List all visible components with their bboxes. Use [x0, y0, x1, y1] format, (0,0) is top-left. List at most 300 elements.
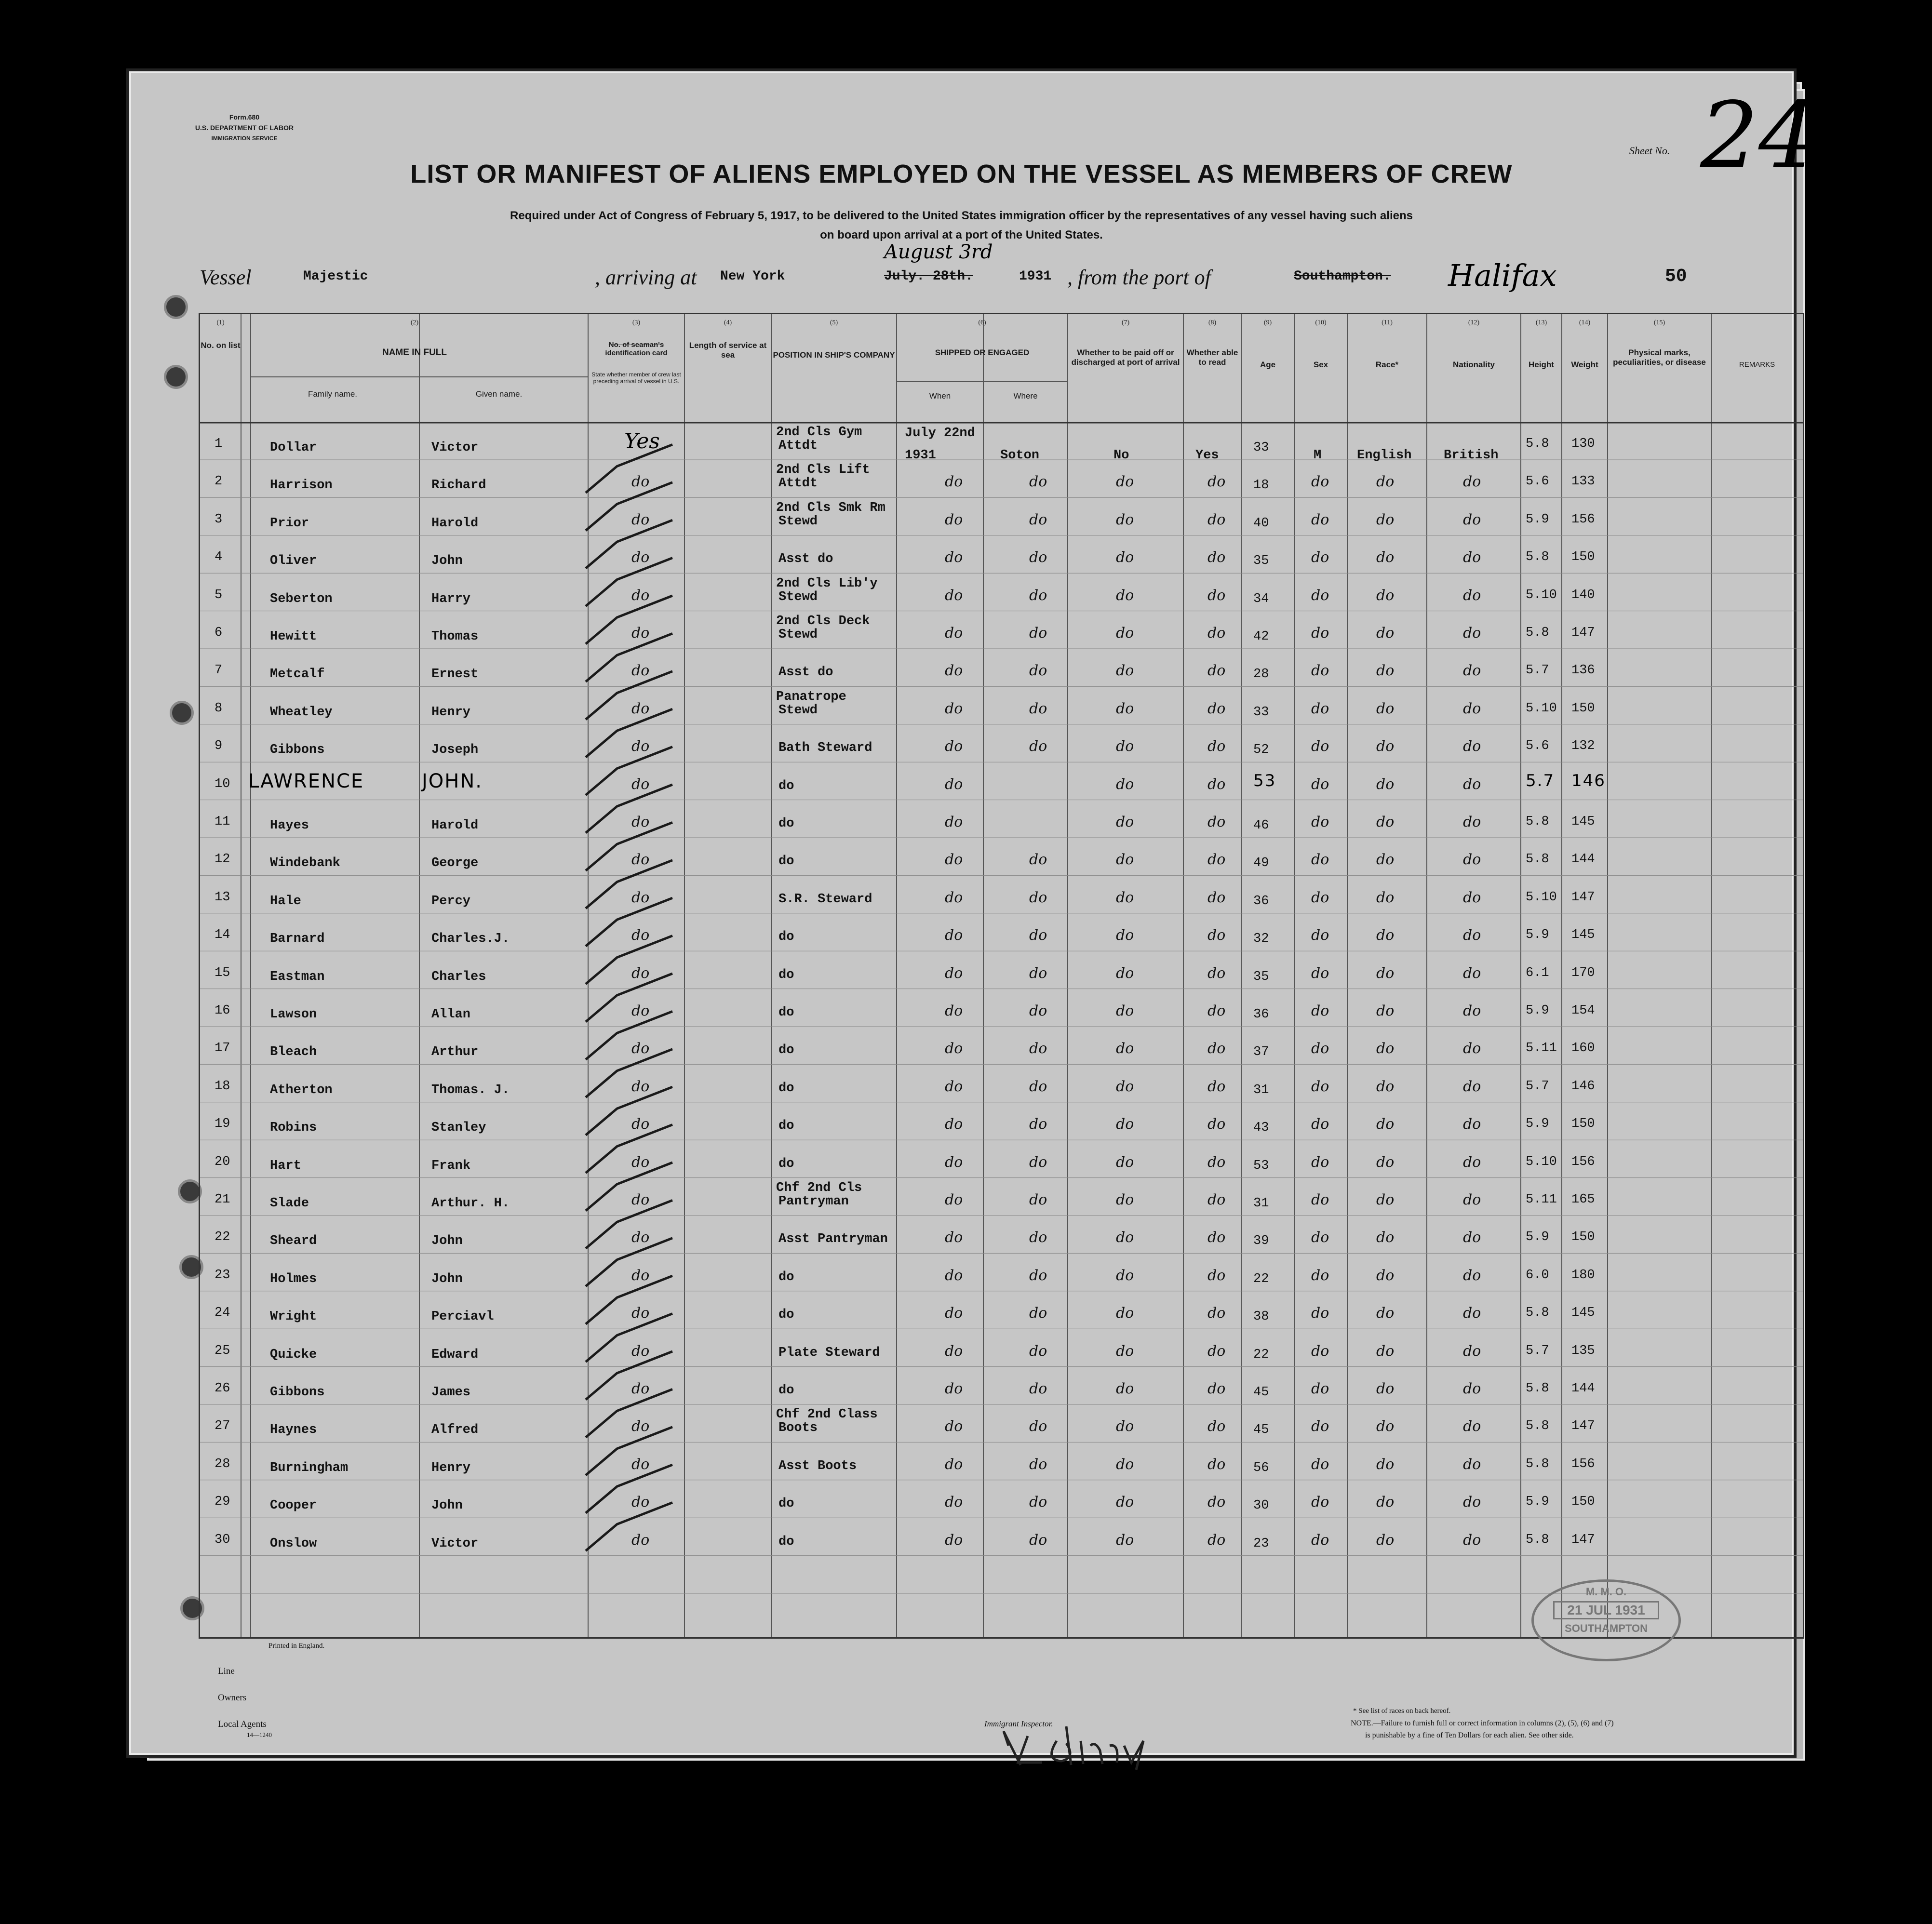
weight: 150 — [1571, 1117, 1595, 1132]
ditto-mark: do — [1376, 1191, 1395, 1208]
col-header-service: Length of service at sea — [689, 341, 767, 360]
ditto-mark: do — [1376, 1002, 1395, 1019]
given-name: Thomas — [431, 629, 479, 644]
height: 5.8 — [1526, 1532, 1549, 1547]
ditto-mark: do — [945, 473, 963, 491]
ditto-mark: do — [1208, 1002, 1226, 1019]
ditto-mark: do — [1311, 775, 1329, 793]
ditto-mark: do — [945, 1002, 963, 1019]
ditto-mark: do — [1116, 1191, 1134, 1208]
position-line-2: Asst Boots — [778, 1458, 857, 1473]
height: 5.9 — [1526, 1003, 1549, 1018]
ditto-mark: do — [1208, 927, 1226, 944]
weight: 150 — [1571, 550, 1595, 565]
row1-shipped-where: Soton — [1000, 448, 1040, 463]
arrival-port: New York — [720, 269, 785, 284]
ditto-mark: do — [1208, 1494, 1226, 1511]
col-5-number: (5) — [830, 319, 838, 326]
age: 36 — [1253, 1007, 1269, 1022]
given-name: Arthur. H. — [431, 1196, 510, 1211]
fine-note-1: NOTE.—Failure to furnish full or correct information in columns (2), (5), (6) and (7) — [1351, 1719, 1614, 1727]
ditto-mark: do — [945, 1380, 963, 1397]
age: 18 — [1253, 478, 1269, 493]
stamp-date: 21 JUL 1931 — [1553, 1601, 1659, 1619]
from-port-handwritten: Halifax — [1448, 258, 1557, 293]
ditto-mark: do — [1376, 964, 1395, 982]
ditto-mark: do — [945, 814, 963, 830]
ditto-mark: do — [1376, 1305, 1395, 1322]
ditto-mark: do — [1116, 1418, 1134, 1435]
col-13-number: (13) — [1535, 319, 1547, 326]
ditto-mark: do — [1208, 851, 1226, 868]
ditto-mark: do — [1029, 1153, 1047, 1171]
stamp-top: M. M. O. — [1585, 1586, 1627, 1598]
service: IMMIGRATION SERVICE — [211, 135, 278, 142]
position-line-2: Asst do — [778, 665, 833, 680]
ditto-mark: do — [1311, 1456, 1329, 1473]
ditto-mark: do — [945, 1342, 963, 1360]
ditto-mark: do — [1463, 511, 1481, 528]
ditto-mark: do — [945, 1229, 963, 1246]
ditto-mark: do — [1116, 473, 1134, 491]
age: 52 — [1253, 743, 1269, 758]
given-name: James — [431, 1385, 471, 1400]
ditto-mark: do — [631, 1040, 650, 1057]
age: 53 — [1253, 771, 1276, 790]
row-number: 17 — [215, 1041, 230, 1056]
ditto-mark: do — [1376, 1153, 1395, 1171]
ditto-mark: do — [1029, 511, 1047, 528]
given-name: Harold — [431, 516, 479, 531]
given-name: Joseph — [431, 743, 479, 758]
ditto-mark: do — [945, 889, 963, 906]
position-line-1: 2nd Cls Gym — [776, 425, 862, 440]
ditto-mark: do — [1463, 587, 1481, 604]
position-line-2: Plate Steward — [778, 1345, 880, 1360]
row-number: 23 — [215, 1268, 230, 1283]
ditto-mark: do — [1208, 814, 1226, 830]
family-name: Hewitt — [270, 629, 317, 644]
ditto-mark: do — [631, 1456, 650, 1473]
weight: 145 — [1571, 928, 1595, 943]
family-name: Hale — [270, 894, 301, 909]
row1-shipped-when-2: 1931 — [905, 448, 936, 463]
row-number: 12 — [215, 852, 230, 867]
family-name: Cooper — [270, 1498, 317, 1513]
weight: 140 — [1571, 588, 1595, 602]
row-number: 6 — [215, 626, 223, 640]
age: 35 — [1253, 554, 1269, 569]
row-number: 2 — [215, 474, 223, 489]
given-name: Thomas. J. — [431, 1082, 510, 1097]
given-name: Charles.J. — [431, 932, 510, 947]
ditto-mark: do — [1116, 889, 1134, 906]
ditto-mark: do — [1116, 549, 1134, 566]
family-name: Holmes — [270, 1271, 317, 1286]
ditto-mark: do — [1116, 1305, 1134, 1322]
position-line-2: do — [778, 854, 794, 869]
vessel-name: Majestic — [303, 269, 368, 284]
punch-hole — [164, 295, 188, 319]
row-number: 24 — [215, 1306, 230, 1321]
ditto-mark: do — [1116, 1494, 1134, 1511]
ditto-mark: do — [631, 662, 650, 680]
form-number: Form.680 — [229, 113, 260, 121]
ditto-mark: do — [945, 700, 963, 717]
ditto-mark: do — [1311, 851, 1329, 868]
col-header-sex: Sex — [1313, 360, 1328, 369]
row-number: 14 — [215, 928, 230, 943]
ditto-mark: do — [1311, 814, 1329, 830]
family-name: Wright — [270, 1309, 317, 1324]
ditto-mark: do — [1116, 775, 1134, 793]
family-name: Prior — [270, 516, 309, 531]
position-line-2: Boots — [778, 1421, 818, 1436]
manifest-page — [129, 71, 1817, 1755]
ditto-mark: do — [631, 964, 650, 982]
position-line-2: Attdt — [778, 476, 818, 491]
given-name: Perciavl — [431, 1309, 494, 1324]
family-name: Seberton — [270, 591, 333, 606]
height: 5.9 — [1526, 512, 1549, 527]
ditto-mark: do — [1311, 473, 1329, 491]
ditto-mark: do — [1116, 814, 1134, 830]
col-header-name: NAME IN FULL — [382, 347, 447, 358]
col-header-paid-off: Whether to be paid off or discharged at port of arrival — [1071, 348, 1180, 367]
ditto-mark: do — [1463, 1418, 1481, 1435]
from-label: , from the port of — [1067, 266, 1211, 289]
ditto-mark: do — [1311, 1040, 1329, 1057]
ditto-mark: do — [1116, 700, 1134, 717]
ditto-mark: do — [1116, 625, 1134, 641]
given-name: Arthur — [431, 1045, 479, 1060]
ditto-mark: do — [1116, 511, 1134, 528]
ditto-mark: do — [1311, 587, 1329, 604]
weight: 150 — [1571, 1230, 1595, 1245]
punch-hole — [170, 701, 194, 725]
ditto-mark: do — [1376, 775, 1395, 793]
ditto-mark: do — [631, 1531, 650, 1549]
height: 5.7 — [1526, 663, 1549, 678]
weight: 130 — [1571, 437, 1595, 451]
ditto-mark: do — [1376, 1040, 1395, 1057]
ditto-mark: do — [945, 1494, 963, 1511]
ditto-mark: do — [1463, 964, 1481, 982]
ditto-mark: do — [1311, 927, 1329, 944]
given-name: Henry — [431, 1460, 471, 1475]
col-7-number: (7) — [1121, 319, 1130, 326]
ditto-mark: do — [945, 1305, 963, 1322]
position-line-2: do — [778, 967, 794, 982]
age: 33 — [1253, 441, 1269, 455]
ditto-mark: do — [1463, 1342, 1481, 1360]
ditto-mark: do — [1376, 1418, 1395, 1435]
position-line-2: do — [778, 930, 794, 945]
ditto-mark: do — [1463, 851, 1481, 868]
ditto-mark: do — [631, 927, 650, 944]
ditto-mark: do — [1311, 511, 1329, 528]
ditto-mark: do — [1376, 1078, 1395, 1095]
manifest-table — [199, 313, 1804, 1639]
weight: 156 — [1571, 1456, 1595, 1471]
ditto-mark: do — [1208, 1531, 1226, 1549]
footer-line: Line — [218, 1666, 235, 1676]
position-line-2: Stewd — [778, 514, 818, 529]
ditto-mark: do — [945, 587, 963, 604]
ditto-mark: do — [1029, 1267, 1047, 1284]
height: 5.8 — [1526, 1419, 1549, 1434]
inspector-label: Immigrant Inspector. — [984, 1719, 1053, 1728]
ditto-mark: do — [1376, 549, 1395, 566]
family-name: Hart — [270, 1158, 301, 1173]
ditto-mark: do — [1376, 662, 1395, 680]
age: 49 — [1253, 856, 1269, 871]
height: 6.1 — [1526, 965, 1549, 980]
from-port-struck: Southampton. — [1294, 269, 1391, 284]
position-line-1: Panatrope — [776, 689, 846, 704]
age: 42 — [1253, 629, 1269, 644]
ditto-mark: do — [1376, 927, 1395, 944]
age: 46 — [1253, 818, 1269, 833]
weight: 133 — [1571, 474, 1595, 489]
col-4-number: (4) — [724, 319, 732, 326]
col-header-where: Where — [1013, 391, 1038, 401]
ditto-mark: do — [1311, 1153, 1329, 1171]
position-line-1: 2nd Cls Deck — [776, 614, 870, 628]
family-name: LAWRENCE — [248, 770, 364, 792]
height: 5.7 — [1526, 1079, 1549, 1094]
age: 38 — [1253, 1309, 1269, 1324]
ditto-mark: do — [945, 1456, 963, 1473]
row1-able-read: Yes — [1195, 448, 1219, 463]
ditto-mark: do — [631, 473, 650, 491]
ditto-mark: do — [1463, 927, 1481, 944]
ditto-mark: do — [1376, 700, 1395, 717]
ditto-mark: do — [631, 549, 650, 566]
height: 5.10 — [1526, 1154, 1557, 1169]
row-number: 4 — [215, 550, 223, 565]
ditto-mark: do — [1463, 549, 1481, 566]
footer-owners: Owners — [218, 1693, 247, 1703]
ditto-mark: do — [631, 814, 650, 830]
ditto-mark: do — [945, 549, 963, 566]
row-number: 20 — [215, 1154, 230, 1169]
col-15-number: (15) — [1653, 319, 1665, 326]
ditto-mark: do — [1463, 662, 1481, 680]
family-name: Metcalf — [270, 667, 325, 682]
age: 30 — [1253, 1498, 1269, 1513]
position-line-1: 2nd Cls Lib'y — [776, 576, 878, 591]
col-10-number: (10) — [1315, 319, 1327, 326]
ditto-mark: do — [1376, 1267, 1395, 1284]
family-name: Gibbons — [270, 743, 325, 758]
family-name: Slade — [270, 1196, 309, 1211]
height: 5.6 — [1526, 474, 1549, 489]
footer-agents: Local Agents — [218, 1719, 267, 1729]
ditto-mark: do — [1208, 964, 1226, 982]
age: 28 — [1253, 667, 1269, 682]
row1-nationality: British — [1444, 448, 1499, 463]
age: 33 — [1253, 705, 1269, 720]
position-line-2: do — [778, 1496, 794, 1511]
age: 22 — [1253, 1347, 1269, 1362]
row-number: 13 — [215, 890, 230, 905]
given-name: Stanley — [431, 1121, 486, 1136]
ditto-mark: do — [1116, 587, 1134, 604]
ditto-mark: do — [1029, 1116, 1047, 1133]
ditto-mark: do — [1208, 889, 1226, 906]
position-line-1: 2nd Cls Lift — [776, 463, 870, 478]
ditto-mark: do — [1029, 851, 1047, 868]
ditto-mark: do — [1311, 1380, 1329, 1397]
ditto-mark: do — [945, 1153, 963, 1171]
ditto-mark: do — [1116, 738, 1134, 755]
position-line-2: do — [778, 1534, 794, 1549]
col-header-physical: Physical marks, peculiarities, or disease — [1613, 348, 1706, 367]
ditto-mark: do — [1463, 473, 1481, 491]
ditto-mark: do — [1116, 851, 1134, 868]
ditto-mark: do — [1208, 1191, 1226, 1208]
ditto-mark: do — [1116, 1002, 1134, 1019]
ditto-mark: do — [1116, 1456, 1134, 1473]
given-name: Edward — [431, 1347, 479, 1362]
height: 5.10 — [1526, 588, 1557, 602]
family-name: Oliver — [270, 554, 317, 569]
family-name: Haynes — [270, 1423, 317, 1438]
ditto-mark: do — [1208, 662, 1226, 680]
position-line-1: Chf 2nd Class — [776, 1407, 878, 1422]
weight: 156 — [1571, 1154, 1595, 1169]
ditto-mark: do — [631, 1494, 650, 1511]
ditto-mark: do — [1463, 1078, 1481, 1095]
weight: 144 — [1571, 1381, 1595, 1396]
ditto-mark: do — [631, 1380, 650, 1397]
weight: 160 — [1571, 1041, 1595, 1056]
ditto-mark: do — [1116, 1153, 1134, 1171]
ditto-mark: do — [631, 511, 650, 528]
position-line-2: do — [778, 1043, 794, 1058]
row-number: 8 — [215, 701, 223, 716]
ditto-mark: do — [1116, 662, 1134, 680]
height: 5.8 — [1526, 1306, 1549, 1321]
row-number: 27 — [215, 1419, 230, 1434]
age: 37 — [1253, 1045, 1269, 1060]
given-name: Harold — [431, 818, 479, 833]
weight: 170 — [1571, 965, 1595, 980]
col-header-weight: Weight — [1571, 360, 1598, 369]
given-name: Victor — [431, 1536, 479, 1551]
row-number: 30 — [215, 1532, 230, 1547]
ditto-mark: do — [1208, 473, 1226, 491]
ditto-mark: do — [1208, 1116, 1226, 1133]
ditto-mark: do — [1376, 1456, 1395, 1473]
ditto-mark: do — [631, 851, 650, 868]
col-header-remarks: REMARKS — [1739, 361, 1775, 369]
position-line-2: do — [778, 1005, 794, 1020]
given-name: Henry — [431, 705, 471, 720]
row-number: 21 — [215, 1192, 230, 1207]
ditto-mark: do — [1376, 473, 1395, 491]
ditto-mark: do — [1208, 1267, 1226, 1284]
ditto-mark: do — [631, 1342, 650, 1360]
ditto-mark: do — [945, 1531, 963, 1549]
weight: 144 — [1571, 852, 1595, 867]
ditto-mark: do — [945, 775, 963, 793]
ditto-mark: do — [1376, 851, 1395, 868]
port-stamp — [1531, 1579, 1681, 1661]
ditto-mark: do — [1029, 1531, 1047, 1549]
ditto-mark: do — [631, 587, 650, 604]
ditto-mark: do — [631, 738, 650, 755]
ditto-mark: do — [1029, 1305, 1047, 1322]
family-name: Onslow — [270, 1536, 317, 1551]
height: 5.6 — [1526, 739, 1549, 754]
footer-agents-number: 14—1240 — [247, 1731, 272, 1738]
ditto-mark: do — [1029, 964, 1047, 982]
ditto-mark: do — [1029, 549, 1047, 566]
family-name: Atherton — [270, 1082, 333, 1097]
form-info — [191, 112, 297, 144]
ditto-mark: do — [1029, 1040, 1047, 1057]
ditto-mark: do — [1463, 1116, 1481, 1133]
ditto-mark: do — [1463, 1191, 1481, 1208]
family-name: Gibbons — [270, 1385, 325, 1400]
ditto-mark: do — [1311, 1418, 1329, 1435]
ditto-mark: do — [631, 1229, 650, 1246]
ditto-mark: do — [1116, 1229, 1134, 1246]
ditto-mark: do — [631, 1418, 650, 1435]
age: 36 — [1253, 894, 1269, 909]
given-name: John — [431, 554, 463, 569]
vessel-line — [200, 241, 1781, 299]
col-11-number: (11) — [1382, 319, 1393, 326]
col-3-number: (3) — [632, 319, 641, 326]
ditto-mark: do — [1311, 662, 1329, 680]
given-name: Richard — [431, 478, 486, 493]
height: 5.8 — [1526, 626, 1549, 640]
ditto-mark: do — [1376, 738, 1395, 755]
col-14-number: (14) — [1579, 319, 1591, 326]
position-line-2: do — [778, 1119, 794, 1134]
ditto-mark: do — [1311, 1342, 1329, 1360]
ditto-mark: do — [1376, 889, 1395, 906]
ditto-mark: do — [1311, 1229, 1329, 1246]
ditto-mark: do — [945, 1267, 963, 1284]
col-9-number: (9) — [1263, 319, 1272, 326]
height: 5.7 — [1526, 771, 1555, 790]
col-header-nationality: Nationality — [1453, 360, 1495, 369]
family-name: Eastman — [270, 969, 325, 984]
weight: 146 — [1571, 1079, 1595, 1094]
col-header-when: When — [929, 391, 951, 401]
row-number: 5 — [215, 588, 223, 602]
ditto-mark: do — [1463, 1531, 1481, 1549]
height: 5.10 — [1526, 701, 1557, 716]
family-name: Lawson — [270, 1007, 317, 1022]
row-number: 18 — [215, 1079, 230, 1094]
ditto-mark: do — [1311, 1267, 1329, 1284]
ditto-mark: do — [1208, 625, 1226, 641]
ditto-mark: do — [631, 625, 650, 641]
ditto-mark: do — [1311, 964, 1329, 982]
position-line-2: Asst Pantryman — [778, 1232, 888, 1247]
height: 5.9 — [1526, 1495, 1549, 1510]
height: 5.9 — [1526, 1230, 1549, 1245]
inspector-signature — [999, 1717, 1163, 1775]
height: 5.11 — [1526, 1192, 1557, 1207]
ditto-mark: do — [1376, 1342, 1395, 1360]
ditto-mark: do — [1463, 738, 1481, 755]
